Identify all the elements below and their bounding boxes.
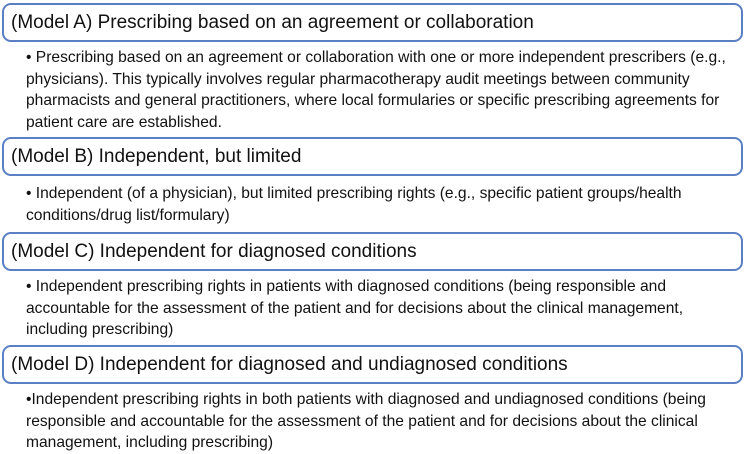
model-c-detail: [26, 276, 736, 341]
model-d-description: Independent prescribing rights in both patients with diagnosed and undiagnosed conditions (being responsible and accountable for the assessment of the patient and for decisions about the clinical management, including prescribing): [26, 391, 706, 451]
model-c-bullet: •: [26, 278, 36, 295]
model-c-header: [2, 232, 743, 271]
model-b-detail: [26, 183, 736, 226]
model-b-bullet: •: [26, 185, 36, 202]
model-b-description: Independent (of a physician), but limited prescribing rights (e.g., specific patient groups/health conditions/drug list/formulary): [26, 185, 682, 224]
model-a-bullet: •: [26, 49, 36, 66]
model-d-title: (Model D) Independent for diagnosed and undiagnosed conditions: [11, 354, 568, 375]
model-d-bullet: •: [26, 391, 32, 408]
model-b-title: (Model B) Independent, but limited: [11, 146, 302, 167]
model-d-detail: [26, 389, 736, 454]
model-d-header: [2, 345, 743, 384]
model-a-description: Prescribing based on an agreement or collaboration with one or more independent prescribers (e.g., physicians). This typically involves regular pharmacotherapy audit meetings between community pharmacists and general practitioners, where local formularies or specific prescribing agreements for patient care are established.: [26, 49, 726, 131]
model-a-title: (Model A) Prescribing based on an agreement or collaboration: [11, 12, 534, 33]
model-a-detail: [26, 47, 736, 133]
model-a-header: [2, 3, 743, 42]
model-b-header: [2, 137, 743, 176]
model-c-description: Independent prescribing rights in patients with diagnosed conditions (being responsible and accountable for the assessment of the patient and for decisions about the clinical management, including prescribing): [26, 278, 684, 338]
model-c-title: (Model C) Independent for diagnosed conditions: [11, 241, 417, 262]
